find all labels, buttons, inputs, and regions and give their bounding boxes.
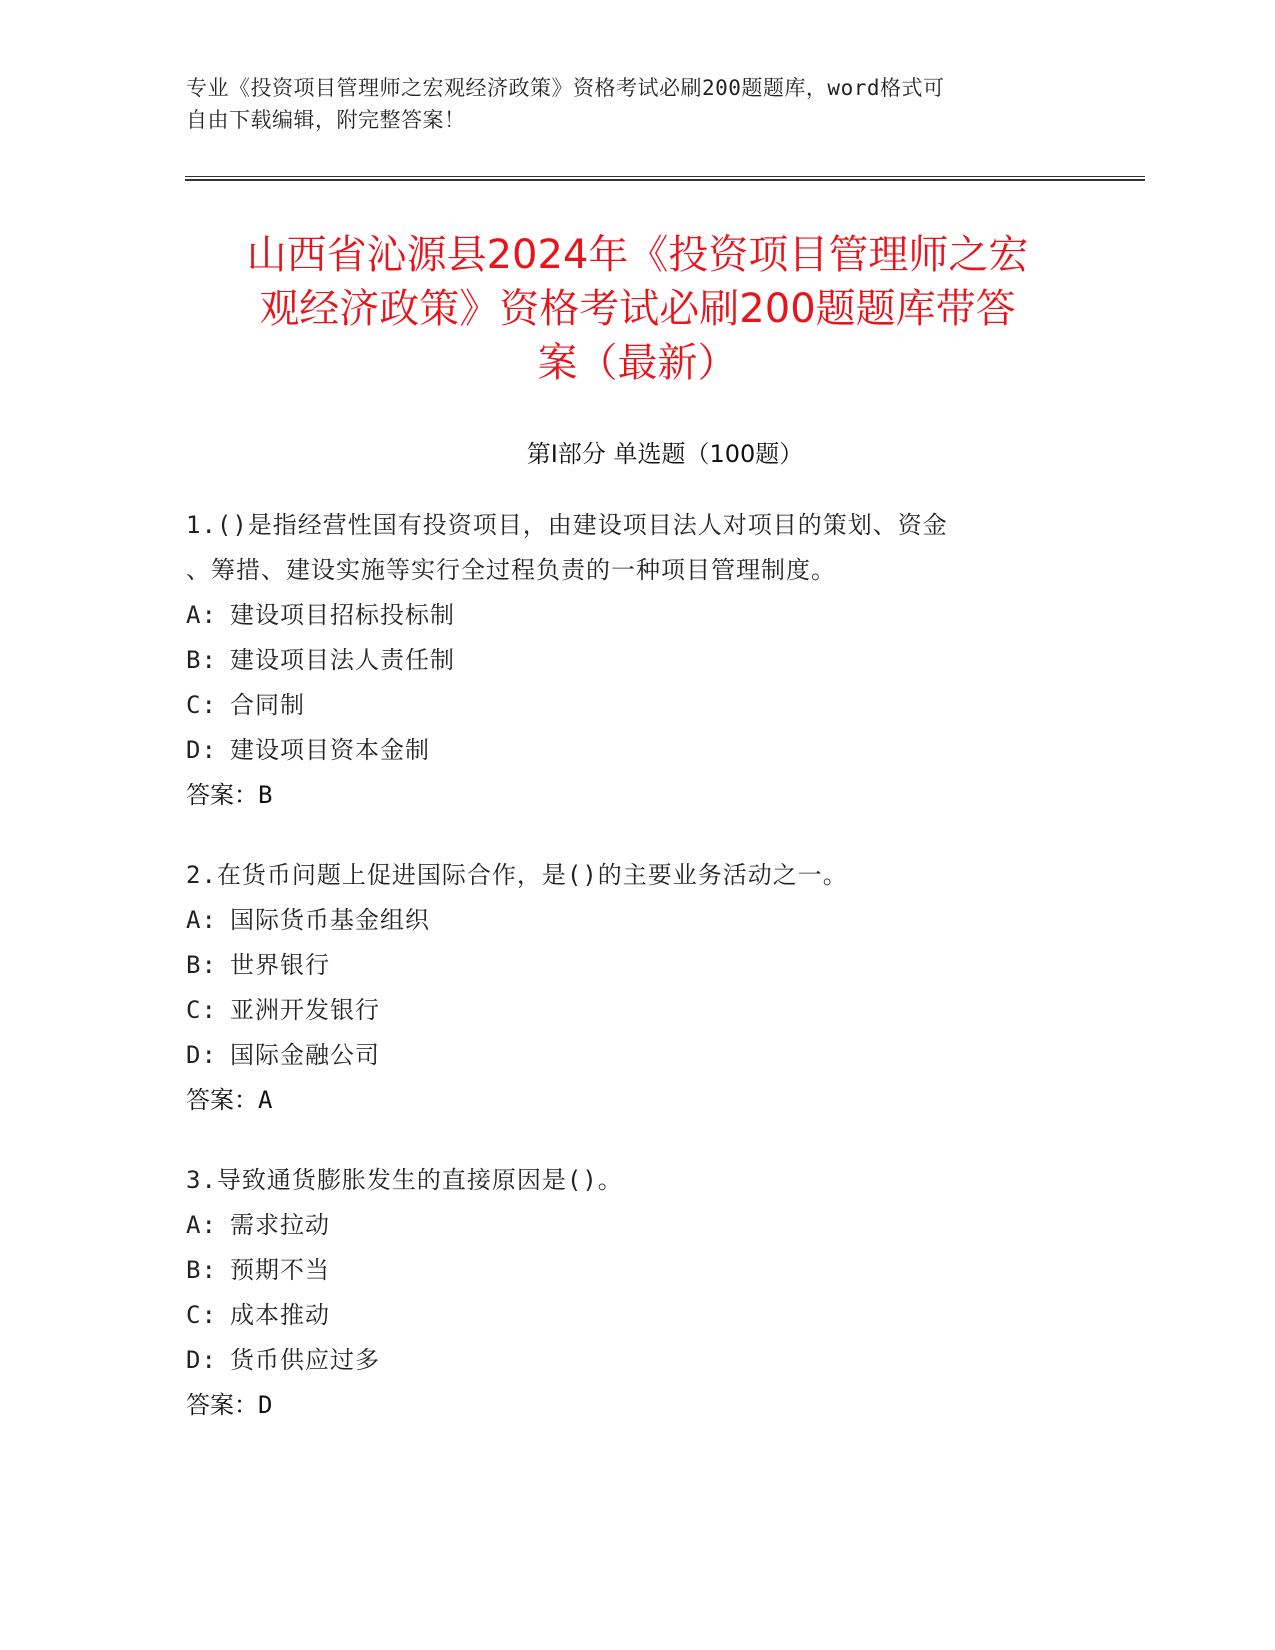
option-b	[186, 1248, 1086, 1293]
document-title-line-1: 山西省沁源县2024年《投资项目管理师之宏	[246, 232, 1029, 278]
option-c	[186, 683, 1086, 728]
question-stem-line-1: 3.导致通货膨胀发生的直接原因是()。	[186, 1166, 623, 1194]
option-a	[186, 898, 1086, 943]
section-heading: 第Ⅰ部分 单选题（100题）	[526, 440, 804, 468]
question-3	[186, 1158, 1086, 1428]
option-letter: B:	[186, 951, 217, 979]
option-text: 国际金融公司	[230, 1041, 380, 1069]
option-text: 建设项目法人责任制	[230, 646, 455, 674]
option-letter: B:	[186, 1256, 217, 1284]
question-stem-line-1: 2.在货币问题上促进国际合作，是()的主要业务活动之一。	[186, 861, 848, 889]
header-rule-thin	[185, 176, 1145, 177]
option-d	[186, 1033, 1086, 1078]
option-text: 建设项目资本金制	[230, 736, 430, 764]
option-text: 需求拉动	[230, 1211, 330, 1239]
option-a	[186, 1203, 1086, 1248]
option-letter: D:	[186, 1041, 217, 1069]
option-b	[186, 638, 1086, 683]
answer-line	[186, 1078, 1086, 1123]
option-text: 合同制	[230, 691, 305, 719]
option-c	[186, 988, 1086, 1033]
option-a	[186, 593, 1086, 638]
option-d	[186, 728, 1086, 773]
option-text: 亚洲开发银行	[230, 996, 380, 1024]
question-2	[186, 853, 1086, 1123]
option-letter: D:	[186, 736, 217, 764]
option-text: 国际货币基金组织	[230, 906, 430, 934]
option-text: 预期不当	[230, 1256, 330, 1284]
header-rule-thick	[185, 179, 1145, 181]
header-note-line-1: 专业《投资项目管理师之宏观经济政策》资格考试必刷200题题库，word格式可	[186, 76, 945, 100]
option-c	[186, 1293, 1086, 1338]
option-text: 成本推动	[230, 1301, 330, 1329]
answer-label: 答案：	[186, 1086, 258, 1114]
document-title-line-2: 观经济政策》资格考试必刷200题题库带答	[259, 286, 1016, 332]
option-letter: B:	[186, 646, 217, 674]
question-1	[186, 503, 1086, 818]
option-text: 世界银行	[230, 951, 330, 979]
answer-value: A	[258, 1086, 273, 1114]
option-letter: D:	[186, 1346, 217, 1374]
option-text: 货币供应过多	[230, 1346, 380, 1374]
option-text: 建设项目招标投标制	[230, 601, 455, 629]
question-stem-line-2: 、筹措、建设实施等实行全过程负责的一种项目管理制度。	[186, 556, 836, 584]
option-letter: A:	[186, 906, 217, 934]
header-note-line-2: 自由下载编辑，附完整答案！	[186, 108, 466, 132]
option-letter: A:	[186, 601, 217, 629]
answer-value: D	[258, 1391, 273, 1419]
answer-label: 答案：	[186, 1391, 258, 1419]
document-title-line-3: 案（最新）	[537, 340, 738, 386]
option-d	[186, 1338, 1086, 1383]
question-stem-line-1: 1.()是指经营性国有投资项目，由建设项目法人对项目的策划、资金	[186, 511, 948, 539]
option-letter: A:	[186, 1211, 217, 1239]
answer-label: 答案：	[186, 781, 258, 809]
answer-line	[186, 1383, 1086, 1428]
answer-value: B	[258, 781, 273, 809]
answer-line	[186, 773, 1086, 818]
option-letter: C:	[186, 691, 217, 719]
header-note	[186, 72, 1066, 136]
option-letter: C:	[186, 1301, 217, 1329]
document-title	[130, 228, 1145, 390]
option-b	[186, 943, 1086, 988]
option-letter: C:	[186, 996, 217, 1024]
